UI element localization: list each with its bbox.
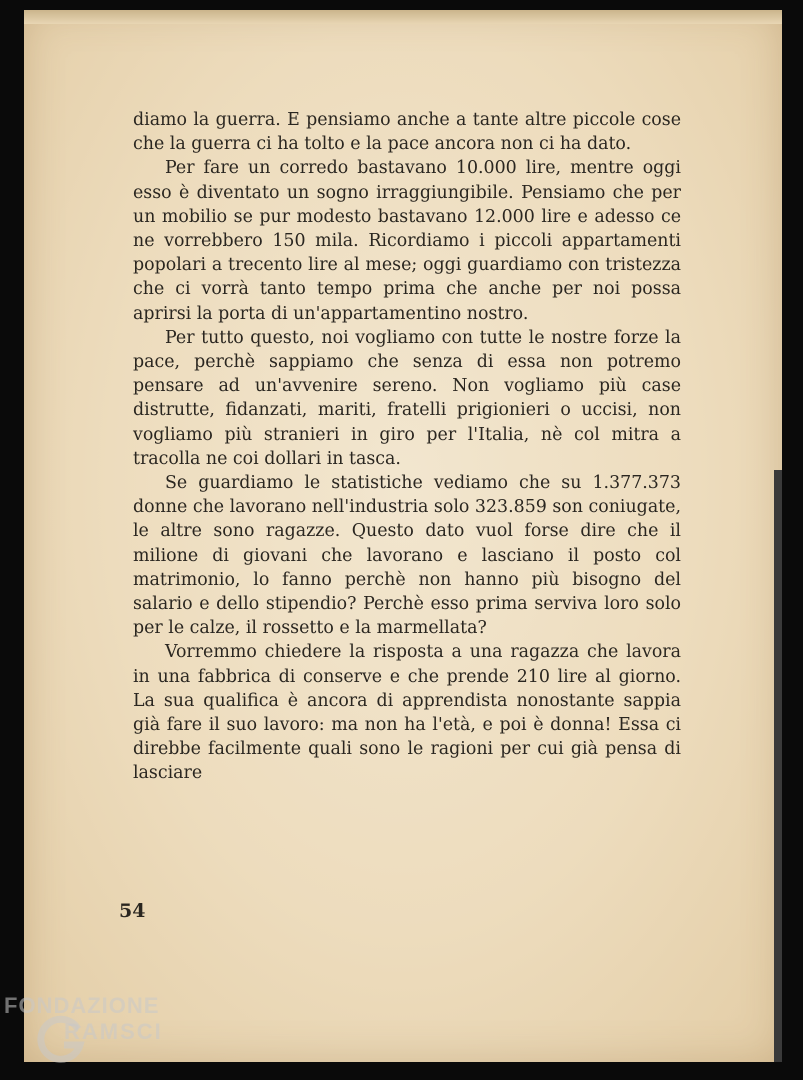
paragraph-5: Vorremmo chiedere la risposta a una ragazza che lavora in una fabbrica di conserve e che prende 210 lire al giorno. La sua qualifica è ancora di apprendista nonostante sappia già fare il suo lavoro: ma non ha l'età, e poi è donna! Essa ci direbbe facilmente quali sono le ragioni per cui già pensa di lasciare xyxy=(133,642,681,784)
book-page xyxy=(24,10,782,1062)
page-top-edge xyxy=(24,10,782,24)
watermark-line-2: RAMSCI xyxy=(64,1019,163,1044)
paragraph-1: diamo la guerra. E pensiamo anche a tante altre piccole cose che la guerra ci ha tolto e la pace ancora non ci ha dato. xyxy=(133,110,681,155)
watermark xyxy=(4,993,224,1073)
paragraph-2: Per fare un corredo bastavano 10.000 lire, mentre oggi esso è diventato un sogno irraggiungibile. Pensiamo che per un mobilio se pur modesto bastavano 12.000 lire e adesso ce ne vorrebbero 150 mila. Ricordiamo i piccoli appartamenti popolari a trecento lire al mese; oggi guardiamo con tristezza che ci vorrà tanto tempo prima che anche per noi possa aprirsi la porta di un'appartamentino nostro. xyxy=(133,158,681,324)
watermark-line-1: FONDAZIONE xyxy=(4,993,160,1018)
paragraph-4: Se guardiamo le statistiche vediamo che su 1.377.373 donne che lavorano nell'industria solo 323.859 son coniugate, le altre sono ragazze. Questo dato vuol forse dire che il milione di giovani che lavorano e lasciano il posto col matrimonio, lo fanno perchè non hanno più bisogno del salario e dello stipendio? Perchè esso prima serviva loro solo per le calze, il rossetto e la marmellata? xyxy=(133,473,681,639)
page-right-edge-shadow xyxy=(774,470,782,1062)
body-text xyxy=(133,108,681,786)
paragraph-3: Per tutto questo, noi vogliamo con tutte le nostre forze la pace, perchè sappiamo che senza di essa non potremo pensare ad un'avvenire sereno. Non vogliamo più case distrutte, fidanzati, mariti, fratelli prigionieri o uccisi, non vogliamo più stranieri in giro per l'Italia, nè col mitra a tracolla ne coi dollari in tasca. xyxy=(133,327,681,469)
page-number: 54 xyxy=(119,900,146,922)
